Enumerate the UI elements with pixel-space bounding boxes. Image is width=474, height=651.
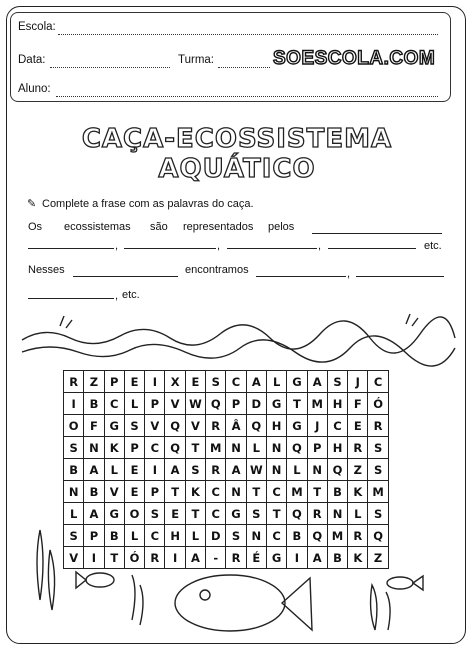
grid-row — [64, 503, 389, 525]
grid-cell[interactable]: P — [145, 393, 165, 415]
grid-cell[interactable]: L — [124, 525, 144, 547]
grid-cell[interactable]: N — [226, 437, 246, 459]
grid-cell[interactable]: S — [226, 525, 246, 547]
grid-cell[interactable]: S — [368, 503, 388, 525]
grid-cell[interactable]: D — [246, 393, 266, 415]
grid-cell[interactable]: A — [246, 371, 266, 393]
grid-cell[interactable]: W — [246, 459, 266, 481]
grid-row — [64, 371, 389, 393]
grid-cell[interactable]: M — [287, 481, 307, 503]
instruction-prompt: Complete a frase com as palavras do caça. — [42, 198, 254, 210]
grid-cell[interactable]: N — [266, 437, 286, 459]
grid-cell[interactable]: Â — [226, 415, 246, 437]
grid-cell[interactable]: M — [368, 481, 388, 503]
comma: , — [115, 290, 119, 302]
grid-cell[interactable]: Q — [206, 393, 226, 415]
grid-cell[interactable]: W — [185, 393, 205, 415]
grid-cell[interactable]: M — [307, 393, 327, 415]
grid-cell[interactable]: L — [246, 437, 266, 459]
sentence1-word: são — [150, 221, 168, 233]
grid-cell[interactable]: H — [327, 393, 347, 415]
grid-cell[interactable]: L — [348, 503, 368, 525]
grid-cell[interactable]: B — [84, 481, 104, 503]
grid-row — [64, 393, 389, 415]
grid-cell[interactable]: V — [64, 547, 84, 569]
grid-cell[interactable]: A — [307, 547, 327, 569]
grid-cell[interactable]: Z — [368, 547, 388, 569]
grid-cell[interactable]: S — [64, 437, 84, 459]
grid-cell[interactable]: P — [104, 371, 124, 393]
grid-cell[interactable]: H — [165, 525, 185, 547]
grid-cell[interactable]: Ó — [368, 393, 388, 415]
grid-cell[interactable]: I — [287, 547, 307, 569]
grid-row — [64, 525, 389, 547]
comma: , — [217, 240, 221, 252]
grid-cell[interactable]: N — [226, 481, 246, 503]
grid-cell[interactable]: M — [327, 525, 347, 547]
grid-cell[interactable]: R — [226, 547, 246, 569]
grid-cell[interactable]: X — [165, 371, 185, 393]
grid-cell[interactable]: A — [185, 547, 205, 569]
grid-row — [64, 437, 389, 459]
grid-cell[interactable]: Q — [165, 415, 185, 437]
soescola-logo: SOESCOLA.COM — [273, 48, 436, 69]
grid-cell[interactable]: V — [185, 415, 205, 437]
grid-cell[interactable]: E — [124, 481, 144, 503]
grid-cell[interactable]: C — [206, 481, 226, 503]
grid-cell[interactable]: G — [226, 503, 246, 525]
grid-cell[interactable]: S — [246, 503, 266, 525]
grid-cell[interactable]: H — [266, 415, 286, 437]
grid-cell[interactable]: S — [368, 459, 388, 481]
grid-cell[interactable]: G — [104, 415, 124, 437]
grid-cell[interactable]: N — [307, 459, 327, 481]
grid-cell[interactable]: B — [64, 459, 84, 481]
grid-cell[interactable]: L — [266, 371, 286, 393]
grid-cell[interactable]: T — [165, 481, 185, 503]
grid-cell[interactable]: L — [64, 503, 84, 525]
grid-cell[interactable]: C — [266, 481, 286, 503]
grid-cell[interactable]: D — [206, 525, 226, 547]
grid-cell[interactable]: E — [124, 371, 144, 393]
class-label: Turma: — [178, 54, 214, 66]
grid-cell[interactable]: P — [307, 437, 327, 459]
grid-cell[interactable]: N — [266, 459, 286, 481]
grid-cell[interactable]: P — [145, 481, 165, 503]
grid-cell[interactable]: L — [287, 459, 307, 481]
grid-cell[interactable]: H — [327, 437, 347, 459]
grid-cell[interactable]: K — [185, 481, 205, 503]
grid-cell[interactable]: C — [145, 525, 165, 547]
grid-cell[interactable]: N — [64, 481, 84, 503]
grid-cell[interactable]: I — [165, 547, 185, 569]
grid-cell[interactable]: Q — [165, 437, 185, 459]
etc-label: etc. — [424, 240, 442, 252]
etc-label: etc. — [122, 289, 140, 301]
grid-cell[interactable]: N — [246, 525, 266, 547]
grid-cell[interactable]: I — [145, 459, 165, 481]
grid-cell[interactable]: T — [307, 481, 327, 503]
grid-cell[interactable]: R — [348, 437, 368, 459]
grid-cell[interactable]: T — [287, 393, 307, 415]
grid-cell[interactable]: K — [348, 547, 368, 569]
grid-cell[interactable]: B — [327, 547, 347, 569]
grid-cell[interactable]: V — [145, 415, 165, 437]
grid-cell[interactable]: B — [104, 525, 124, 547]
grid-cell[interactable]: G — [104, 503, 124, 525]
grid-cell[interactable]: Q — [368, 525, 388, 547]
grid-cell[interactable]: C — [368, 371, 388, 393]
grid-cell[interactable]: S — [185, 459, 205, 481]
grid-cell[interactable]: T — [266, 503, 286, 525]
grid-cell[interactable]: S — [64, 525, 84, 547]
grid-cell[interactable]: S — [145, 503, 165, 525]
sentence1-word: ecossistemas — [64, 221, 131, 233]
grid-cell[interactable]: - — [206, 547, 226, 569]
grid-cell[interactable]: C — [266, 525, 286, 547]
grid-cell[interactable]: Z — [348, 459, 368, 481]
grid-cell[interactable]: G — [266, 393, 286, 415]
grid-cell[interactable]: S — [368, 437, 388, 459]
grid-cell[interactable]: S — [206, 371, 226, 393]
grid-cell[interactable]: S — [327, 371, 347, 393]
comma: , — [115, 240, 119, 252]
grid-cell[interactable]: N — [84, 437, 104, 459]
grid-cell[interactable]: Q — [246, 415, 266, 437]
grid-cell[interactable]: L — [185, 525, 205, 547]
grid-cell[interactable]: L — [104, 459, 124, 481]
grid-cell[interactable]: L — [124, 393, 144, 415]
grid-cell[interactable]: Q — [307, 525, 327, 547]
grid-cell[interactable]: I — [64, 393, 84, 415]
grid-row — [64, 459, 389, 481]
comma: , — [347, 268, 351, 280]
grid-cell[interactable]: I — [145, 371, 165, 393]
sentence1-word: pelos — [268, 221, 295, 233]
grid-cell[interactable]: E — [348, 415, 368, 437]
grid-cell[interactable]: R — [206, 415, 226, 437]
comma: , — [318, 240, 322, 252]
grid-cell[interactable]: F — [348, 393, 368, 415]
grid-cell[interactable]: R — [368, 415, 388, 437]
date-label: Data: — [18, 54, 46, 66]
grid-cell[interactable]: V — [104, 481, 124, 503]
pencil-icon: ✎ — [27, 198, 37, 210]
grid-cell[interactable]: P — [124, 437, 144, 459]
grid-cell[interactable]: O — [124, 503, 144, 525]
grid-cell[interactable]: B — [84, 393, 104, 415]
grid-cell[interactable]: Z — [84, 371, 104, 393]
grid-cell[interactable]: P — [84, 525, 104, 547]
grid-cell[interactable]: J — [348, 371, 368, 393]
grid-cell[interactable]: P — [226, 393, 246, 415]
grid-cell[interactable]: A — [84, 459, 104, 481]
grid-cell[interactable]: Q — [287, 503, 307, 525]
grid-row — [64, 547, 389, 569]
grid-row — [64, 415, 389, 437]
grid-cell[interactable]: Q — [327, 459, 347, 481]
grid-row — [64, 481, 389, 503]
grid-cell[interactable]: T — [185, 503, 205, 525]
grid-cell[interactable]: A — [307, 371, 327, 393]
grid-cell[interactable]: A — [84, 503, 104, 525]
grid-cell[interactable]: E — [165, 503, 185, 525]
grid-cell[interactable]: G — [287, 415, 307, 437]
sentence2-word: Nesses — [28, 264, 65, 276]
grid-cell[interactable]: Ó — [124, 547, 144, 569]
grid-cell[interactable]: B — [327, 481, 347, 503]
grid-cell[interactable]: O — [64, 415, 84, 437]
title-line-2: AQUÁTICO — [158, 154, 316, 184]
sentence1-word: representados — [183, 221, 254, 233]
grid-cell[interactable]: E — [185, 371, 205, 393]
grid-cell[interactable]: R — [64, 371, 84, 393]
grid-cell[interactable]: J — [307, 415, 327, 437]
grid-cell[interactable]: E — [124, 459, 144, 481]
word-search-grid — [63, 370, 389, 569]
grid-cell[interactable]: R — [206, 459, 226, 481]
grid-cell[interactable]: C — [206, 503, 226, 525]
sentence1-word: Os — [28, 221, 43, 233]
grid-cell[interactable]: B — [287, 525, 307, 547]
grid-cell[interactable]: G — [266, 547, 286, 569]
student-label: Aluno: — [18, 83, 51, 95]
grid-cell[interactable]: K — [104, 437, 124, 459]
grid-cell[interactable]: C — [145, 437, 165, 459]
grid-cell[interactable]: A — [165, 459, 185, 481]
grid-cell[interactable]: T — [104, 547, 124, 569]
grid-cell[interactable]: R — [348, 525, 368, 547]
sentence2-word: encontramos — [185, 264, 249, 276]
grid-cell[interactable]: F — [84, 415, 104, 437]
grid-cell[interactable]: R — [145, 547, 165, 569]
grid-cell[interactable]: T — [185, 437, 205, 459]
grid-cell[interactable]: V — [165, 393, 185, 415]
grid-cell[interactable]: A — [226, 459, 246, 481]
grid-cell[interactable]: É — [246, 547, 266, 569]
grid-cell[interactable]: I — [84, 547, 104, 569]
grid-cell[interactable]: K — [348, 481, 368, 503]
grid-cell[interactable]: N — [327, 503, 347, 525]
school-label: Escola: — [18, 21, 56, 33]
title-line-1: CAÇA-ECOSSISTEMA — [81, 124, 393, 154]
grid-cell[interactable]: Q — [287, 437, 307, 459]
grid-cell[interactable]: S — [124, 415, 144, 437]
grid-cell[interactable]: C — [226, 371, 246, 393]
grid-cell[interactable]: C — [327, 415, 347, 437]
grid-cell[interactable]: C — [104, 393, 124, 415]
grid-cell[interactable]: M — [206, 437, 226, 459]
grid-cell[interactable]: R — [307, 503, 327, 525]
grid-cell[interactable]: T — [246, 481, 266, 503]
grid-cell[interactable]: G — [287, 371, 307, 393]
